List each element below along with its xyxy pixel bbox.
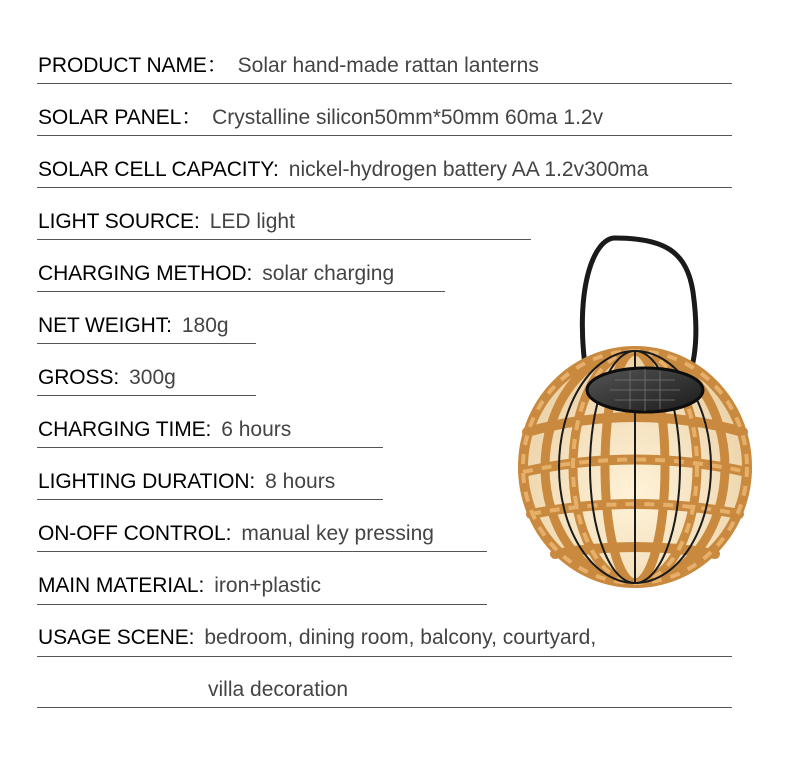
divider (37, 343, 256, 344)
spec-value: Solar hand-made rattan lanterns (237, 54, 539, 77)
spec-label: CHARGING METHOD: (38, 262, 253, 285)
spec-label: ON-OFF CONTROL: (38, 522, 232, 545)
spec-label: SOLAR CELL CAPACITY: (38, 158, 279, 181)
spec-label: LIGHT SOURCE: (38, 210, 200, 233)
spec-value: bedroom, dining room, balcony, courtyard, (204, 626, 597, 649)
spec-value: 300g (129, 366, 176, 389)
divider (37, 291, 445, 292)
spec-value: 8 hours (265, 470, 336, 493)
spec-value: nickel-hydrogen battery AA 1.2v300ma (288, 158, 649, 181)
divider (37, 187, 732, 188)
rattan-lantern-image (515, 232, 755, 597)
spec-row-charging-method (38, 261, 394, 287)
spec-label: LIGHTING DURATION: (38, 470, 256, 493)
divider (37, 239, 531, 240)
spec-row-light-source (38, 209, 295, 235)
divider (37, 395, 256, 396)
spec-row-gross (38, 365, 176, 391)
spec-label: CHARGING TIME: (38, 418, 212, 441)
divider (37, 604, 487, 605)
usage-scene-continuation: villa decoration (208, 678, 349, 701)
divider (37, 551, 487, 552)
spec-label: PRODUCT NAME： (38, 54, 228, 77)
spec-value: 180g (181, 314, 229, 337)
spec-value: iron+plastic (214, 574, 322, 597)
divider (37, 135, 732, 136)
spec-row-main-material (38, 573, 321, 599)
divider (37, 83, 732, 84)
divider (37, 707, 732, 708)
spec-row-usage-scene (38, 625, 596, 651)
spec-row-charging-time (38, 417, 291, 443)
divider (37, 447, 383, 448)
divider (37, 499, 383, 500)
spec-label: USAGE SCENE: (38, 626, 195, 649)
spec-label: MAIN MATERIAL: (38, 574, 205, 597)
spec-value: Crystalline silicon50mm*50mm 60ma 1.2v (212, 106, 604, 129)
spec-value: manual key pressing (241, 522, 434, 545)
spec-label: NET WEIGHT: (38, 314, 172, 337)
spec-label: SOLAR PANEL： (38, 106, 203, 129)
spec-row-solar-panel (38, 105, 603, 131)
spec-row-on-off-control (38, 521, 434, 547)
divider (37, 656, 732, 657)
spec-value: solar charging (262, 262, 395, 285)
spec-row-net-weight (38, 313, 229, 339)
spec-row-lighting-duration (38, 469, 335, 495)
spec-label: GROSS: (38, 366, 120, 389)
spec-value: LED light (209, 210, 295, 233)
spec-row-product-name (38, 53, 539, 79)
spec-value: 6 hours (221, 418, 292, 441)
spec-row-solar-cell-capacity (38, 157, 648, 183)
